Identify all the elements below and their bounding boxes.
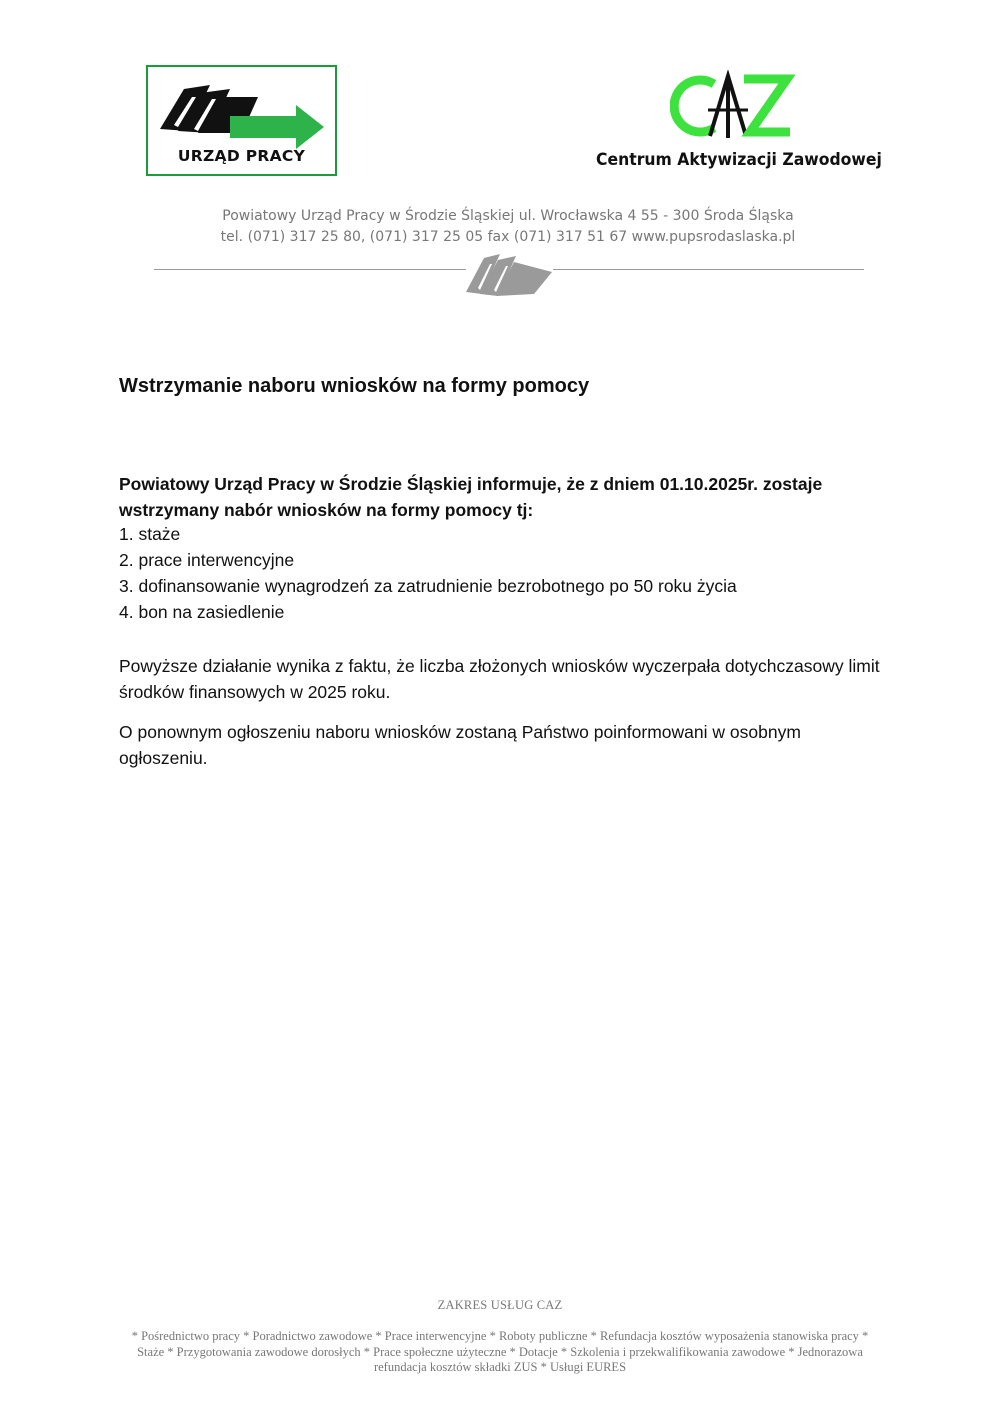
list-item: 3. dofinansowanie wynagrodzeń za zatrudnienie bezrobotnego po 50 roku życia — [119, 576, 737, 596]
address-line: Powiatowy Urząd Pracy w Środzie Śląskiej ul. Wrocławska 4 55 - 300 Środa Śląska — [222, 208, 794, 224]
caz-logo-name: Centrum Aktywizacji Zawodowej — [596, 150, 882, 170]
notice-paragraph: O ponownym ogłoszeniu naboru wniosków zostaną Państwo poinformowani w osobnym ogłoszeniu. — [119, 722, 801, 768]
header-divider-left — [154, 269, 466, 270]
footer-title: ZAKRES USŁUG CAZ — [437, 1298, 563, 1312]
contact-line: tel. (071) 317 25 80, (071) 317 25 05 fax (071) 317 51 67 www.pupsrodaslaska.pl — [220, 229, 796, 245]
lead-paragraph: Powiatowy Urząd Pracy w Środzie Śląskiej informuje, że z dniem 01.10.2025r. zostaje wstrzymany nabór wniosków na formy pomocy tj: — [119, 474, 823, 520]
urzad-pracy-logo-text: URZĄD PRACY — [177, 147, 306, 165]
forms-of-assistance-list — [119, 521, 737, 625]
list-item: 2. prace interwencyjne — [119, 550, 295, 570]
list-item: 1. staże — [119, 524, 181, 544]
caz-mark-icon — [670, 70, 795, 142]
header-divider-right — [553, 269, 864, 270]
list-item: 4. bon na zasiedlenie — [119, 602, 285, 622]
footer-services-text: * Pośrednictwo pracy * Poradnictwo zawodowe * Prace interwencyjne * Roboty publiczne * Refundacja kosztów wyposażenia stanowiska pracy * Staże * Przygotowania zawodowe dorosłych * Prace społeczne użyteczne * Dotacje * Szkolenia i przekwalifikowania zawodowe * Jednorazowa refundacja kosztów składki ZUS * Usługi EURES — [131, 1329, 869, 1374]
document-title: Wstrzymanie naboru wniosków na formy pomocy — [119, 375, 590, 397]
cards-mini-icon — [464, 246, 556, 298]
urzad-pracy-logo — [146, 65, 337, 176]
reason-paragraph: Powyższe działanie wynika z faktu, że liczba złożonych wniosków wyczerpała dotychczasowy limit środków finansowych w 2025 roku. — [119, 656, 880, 702]
